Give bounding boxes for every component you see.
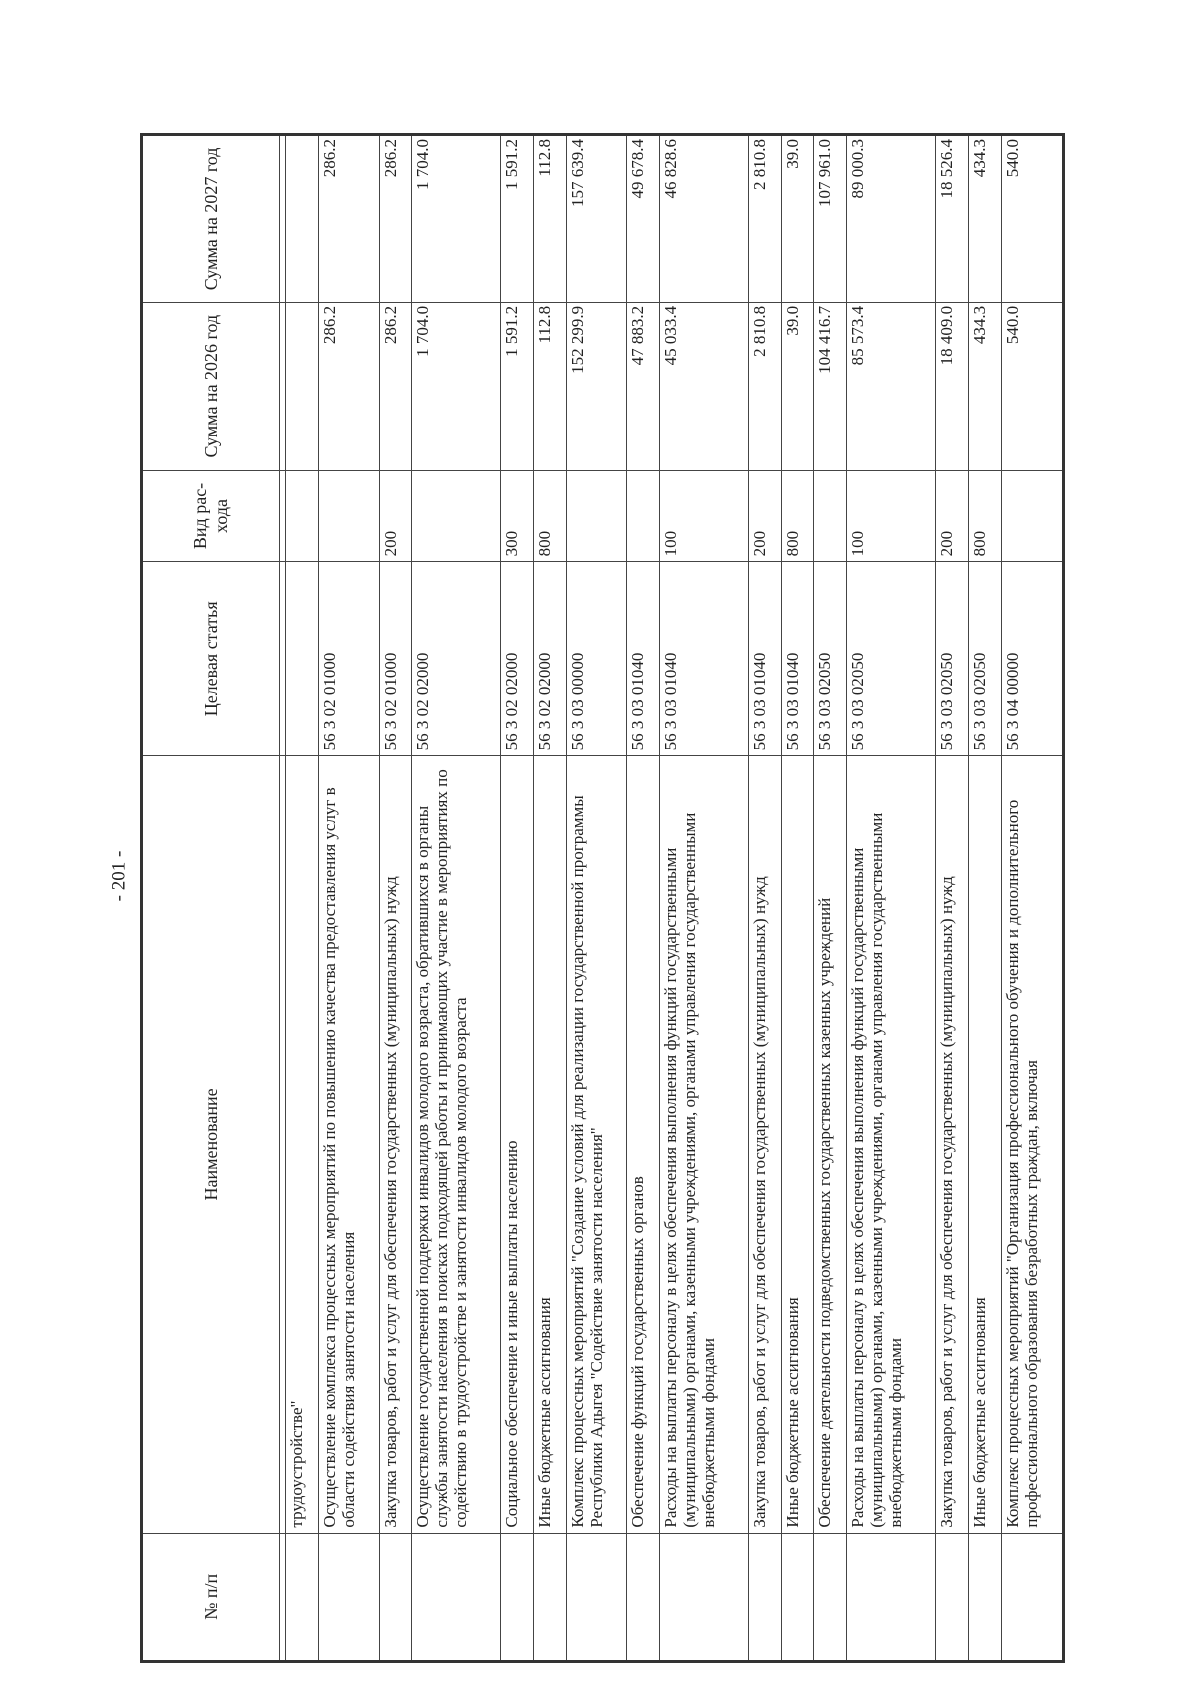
- table-row: [781, 135, 814, 1662]
- cell-target-code: 56 3 03 01040: [660, 562, 749, 756]
- cell-sum-2026: [286, 302, 319, 470]
- table-row: [286, 135, 319, 1662]
- cell-sum-2026: 104 416.7: [814, 302, 847, 470]
- cell-sum-2027: 1 591.2: [501, 135, 534, 303]
- cell-target-code: [286, 562, 319, 756]
- cell-sum-2026: 1 591.2: [501, 302, 534, 470]
- cell-no: [318, 1533, 379, 1661]
- cell-sum-2027: 49 678.4: [627, 135, 660, 303]
- cell-name: Комплекс процессных мероприятий "Организация профессионального обучения и дополнительного профессионального образования безработных граждан, включая: [1001, 756, 1063, 1533]
- cell-target-code: 56 3 03 02050: [936, 562, 969, 756]
- cell-name: Иные бюджетные ассигнования: [968, 756, 1001, 1533]
- cell-no: [627, 1533, 660, 1661]
- cell-name: трудоустройстве": [286, 756, 319, 1533]
- table-row: [627, 135, 660, 1662]
- budget-table-sheet: [140, 133, 1065, 1663]
- cell-no: [936, 1533, 969, 1661]
- cell-sum-2026: 540.0: [1001, 302, 1063, 470]
- cell-expense-type: [286, 470, 319, 562]
- table-row: [533, 135, 566, 1662]
- cell-sum-2027: 39.0: [781, 135, 814, 303]
- cell-name: Осуществление комплекса процессных мероприятий по повышению качества предоставления услуг в области содействия занятости населения: [318, 756, 379, 1533]
- cell-sum-2026: 18 409.0: [936, 302, 969, 470]
- cell-name: Иные бюджетные ассигнования: [533, 756, 566, 1533]
- cell-sum-2027: 89 000.3: [847, 135, 936, 303]
- cell-sum-2027: 540.0: [1001, 135, 1063, 303]
- cell-target-code: 56 3 02 02000: [501, 562, 534, 756]
- cell-sum-2026: 47 883.2: [627, 302, 660, 470]
- cell-sum-2026: 85 573.4: [847, 302, 936, 470]
- table-body: [286, 135, 1064, 1662]
- cell-sum-2027: 286.2: [318, 135, 379, 303]
- header-name: Наименование: [142, 756, 280, 1533]
- cell-sum-2026: 1 704.0: [412, 302, 501, 470]
- cell-sum-2027: 286.2: [379, 135, 412, 303]
- cell-sum-2026: 286.2: [318, 302, 379, 470]
- cell-expense-type: [814, 470, 847, 562]
- table-row: [847, 135, 936, 1662]
- cell-no: [781, 1533, 814, 1661]
- cell-no: [286, 1533, 319, 1661]
- cell-name: Обеспечение функций государственных органов: [627, 756, 660, 1533]
- cell-sum-2026: 112.8: [533, 302, 566, 470]
- cell-sum-2027: 46 828.6: [660, 135, 749, 303]
- cell-name: Обеспечение деятельности подведомственных государственных казенных учреждений: [814, 756, 847, 1533]
- cell-no: [814, 1533, 847, 1661]
- cell-expense-type: [1001, 470, 1063, 562]
- cell-sum-2027: 157 639.4: [566, 135, 627, 303]
- cell-name: Закупка товаров, работ и услуг для обеспечения государственных (муниципальных) нужд: [749, 756, 782, 1533]
- cell-sum-2027: 112.8: [533, 135, 566, 303]
- header-sum-2027: Сумма на 2027 год: [142, 135, 280, 303]
- cell-expense-type: 100: [660, 470, 749, 562]
- table-row: [501, 135, 534, 1662]
- header-code: Целевая статья: [142, 562, 280, 756]
- cell-name: Закупка товаров, работ и услуг для обеспечения государственных (муниципальных) нужд: [379, 756, 412, 1533]
- cell-expense-type: [566, 470, 627, 562]
- table-row: [660, 135, 749, 1662]
- table-row: [936, 135, 969, 1662]
- cell-no: [566, 1533, 627, 1661]
- table-row: [968, 135, 1001, 1662]
- table-row: [318, 135, 379, 1662]
- cell-name: Иные бюджетные ассигнования: [781, 756, 814, 1533]
- header-vid: Вид рас-хода: [142, 470, 280, 562]
- cell-no: [412, 1533, 501, 1661]
- cell-expense-type: 200: [749, 470, 782, 562]
- cell-sum-2027: 107 961.0: [814, 135, 847, 303]
- cell-target-code: 56 3 03 02050: [814, 562, 847, 756]
- cell-expense-type: [412, 470, 501, 562]
- cell-expense-type: [318, 470, 379, 562]
- cell-target-code: 56 3 03 01040: [781, 562, 814, 756]
- cell-no: [533, 1533, 566, 1661]
- table-row: [1001, 135, 1063, 1662]
- cell-target-code: 56 3 02 01000: [318, 562, 379, 756]
- cell-sum-2026: 2 810.8: [749, 302, 782, 470]
- cell-target-code: 56 3 03 00000: [566, 562, 627, 756]
- cell-no: [1001, 1533, 1063, 1661]
- cell-sum-2027: [286, 135, 319, 303]
- cell-expense-type: [627, 470, 660, 562]
- table-row: [379, 135, 412, 1662]
- cell-target-code: 56 3 03 02050: [968, 562, 1001, 756]
- cell-target-code: 56 3 03 02050: [847, 562, 936, 756]
- cell-sum-2026: 152 299.9: [566, 302, 627, 470]
- cell-no: [379, 1533, 412, 1661]
- cell-name: Комплекс процессных мероприятий "Создание условий для реализации государственной программы Республики Адыгея "Содействие занятости населения": [566, 756, 627, 1533]
- cell-target-code: 56 3 02 02000: [533, 562, 566, 756]
- header-no: № п/п: [142, 1533, 280, 1661]
- cell-no: [749, 1533, 782, 1661]
- page-number-text: - 201 -: [108, 850, 129, 902]
- table-row: [814, 135, 847, 1662]
- cell-name: Социальное обеспечение и иные выплаты населению: [501, 756, 534, 1533]
- cell-sum-2026: 434.3: [968, 302, 1001, 470]
- table-row: [412, 135, 501, 1662]
- cell-sum-2027: 434.3: [968, 135, 1001, 303]
- table-row: [566, 135, 627, 1662]
- cell-no: [847, 1533, 936, 1661]
- cell-expense-type: 200: [936, 470, 969, 562]
- cell-no: [968, 1533, 1001, 1661]
- cell-expense-type: 200: [379, 470, 412, 562]
- cell-sum-2026: 286.2: [379, 302, 412, 470]
- cell-no: [501, 1533, 534, 1661]
- cell-expense-type: 100: [847, 470, 936, 562]
- page-number: [104, 846, 134, 906]
- budget-table: [140, 133, 1065, 1663]
- cell-sum-2027: 18 526.4: [936, 135, 969, 303]
- cell-expense-type: 800: [781, 470, 814, 562]
- cell-name: Закупка товаров, работ и услуг для обеспечения государственных (муниципальных) нужд: [936, 756, 969, 1533]
- cell-sum-2027: 1 704.0: [412, 135, 501, 303]
- cell-target-code: 56 3 04 00000: [1001, 562, 1063, 756]
- cell-target-code: 56 3 03 01040: [749, 562, 782, 756]
- cell-expense-type: 800: [533, 470, 566, 562]
- table-row: [749, 135, 782, 1662]
- cell-name: Осуществление государственной поддержки инвалидов молодого возраста, обратившихся в органы службы занятости населения в поисках подходящей работы и принимающих участие в мероприятиях по содействию в трудоустройстве и занятости инвалидов молодого возраста: [412, 756, 501, 1533]
- cell-sum-2027: 2 810.8: [749, 135, 782, 303]
- cell-target-code: 56 3 03 01040: [627, 562, 660, 756]
- cell-expense-type: 300: [501, 470, 534, 562]
- header-sum-2026: Сумма на 2026 год: [142, 302, 280, 470]
- cell-name: Расходы на выплаты персоналу в целях обеспечения выполнения функций государственными (муниципальными) органами, казенными учреждениями, органами управления государственными внебюджетными фондами: [660, 756, 749, 1533]
- cell-name: Расходы на выплаты персоналу в целях обеспечения выполнения функций государственными (муниципальными) органами, казенными учреждениями, органами управления государственными внебюджетными фондами: [847, 756, 936, 1533]
- cell-no: [660, 1533, 749, 1661]
- cell-expense-type: 800: [968, 470, 1001, 562]
- cell-sum-2026: 45 033.4: [660, 302, 749, 470]
- cell-target-code: 56 3 02 01000: [379, 562, 412, 756]
- cell-sum-2026: 39.0: [781, 302, 814, 470]
- cell-target-code: 56 3 02 02000: [412, 562, 501, 756]
- table-header-row: [142, 135, 280, 1662]
